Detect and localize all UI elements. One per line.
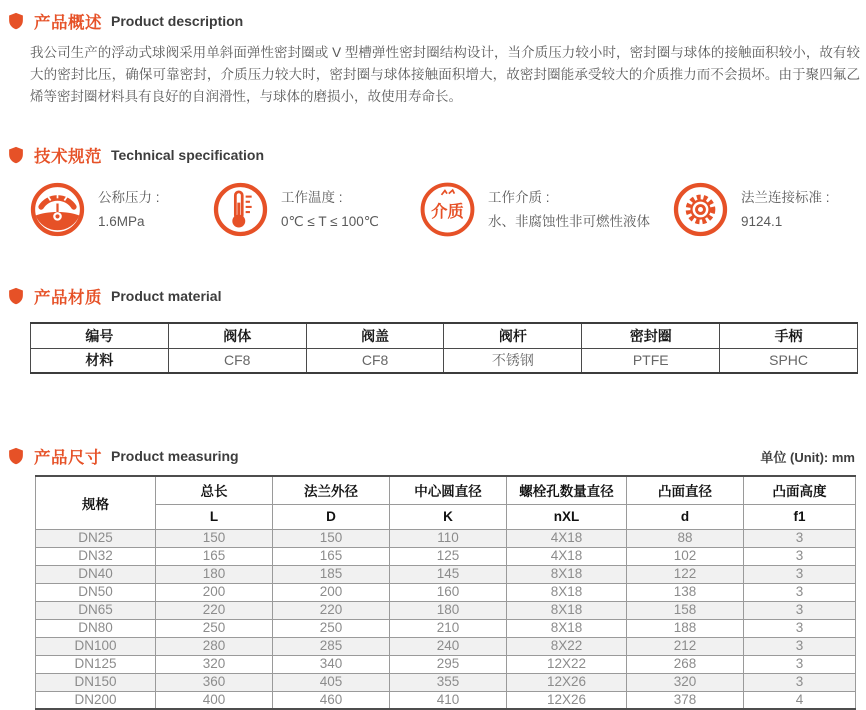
spec-items [30, 182, 866, 237]
material-table [30, 322, 858, 374]
col-header: 密封圈 [582, 323, 720, 348]
col-symbol: f1 [744, 504, 856, 529]
col-header: 凸面直径 [627, 476, 744, 504]
cell: 360 [156, 673, 273, 691]
cell: 3 [744, 529, 856, 547]
table-row [36, 619, 856, 637]
col-symbol: D [273, 504, 390, 529]
cell: 150 [156, 529, 273, 547]
material-title-en: Product material [111, 288, 222, 304]
material-title-zh: 产品材质 [34, 289, 102, 307]
overview-header [8, 9, 866, 33]
cell: 355 [390, 673, 507, 691]
col-header: 阀盖 [306, 323, 444, 348]
cell: 3 [744, 565, 856, 583]
cell: 160 [390, 583, 507, 601]
table-row [36, 655, 856, 673]
table-row [36, 691, 856, 709]
cell: 165 [156, 547, 273, 565]
measuring-table [35, 475, 856, 710]
col-header: 螺栓孔数量直径 [507, 476, 627, 504]
cell: 4X18 [507, 529, 627, 547]
col-symbol: d [627, 504, 744, 529]
cell: 8X22 [507, 637, 627, 655]
measuring-header [8, 444, 239, 468]
svg-text:介质: 介质 [431, 203, 464, 222]
cell: 88 [627, 529, 744, 547]
spec-text [98, 186, 160, 234]
cell: PTFE [582, 348, 720, 373]
measuring-header-row-2 [36, 504, 856, 529]
cell: 8X18 [507, 583, 627, 601]
cell: 110 [390, 529, 507, 547]
col-header: 阀体 [168, 323, 306, 348]
shield-icon [8, 287, 24, 305]
cell: 320 [627, 673, 744, 691]
measuring-title-en: Product measuring [111, 448, 239, 464]
overview-title-zh: 产品概述 [34, 14, 102, 32]
col-symbol: L [156, 504, 273, 529]
table-row [36, 529, 856, 547]
cell-spec: DN25 [36, 529, 156, 547]
cell-spec: DN200 [36, 691, 156, 709]
col-symbol: K [390, 504, 507, 529]
table-row [36, 583, 856, 601]
cell: 250 [156, 619, 273, 637]
spec-title-en: Technical specification [111, 147, 265, 163]
spec-header [8, 143, 866, 167]
spec-item-temperature [213, 182, 420, 237]
table-row [36, 565, 856, 583]
pressure-gauge-icon [30, 182, 85, 237]
cell: 210 [390, 619, 507, 637]
material-header-row [31, 323, 858, 348]
cell-spec: DN80 [36, 619, 156, 637]
table-row [36, 547, 856, 565]
cell-spec: DN50 [36, 583, 156, 601]
cell: 400 [156, 691, 273, 709]
row-label: 材料 [31, 348, 169, 373]
cell: 240 [390, 637, 507, 655]
spec-label: 法兰连接标准 : [741, 189, 830, 205]
measuring-table-head [36, 476, 856, 529]
spec-item-pressure [30, 182, 213, 237]
cell: 220 [273, 601, 390, 619]
col-header: 编号 [31, 323, 169, 348]
cell: 4 [744, 691, 856, 709]
measuring-header-row-1 [36, 476, 856, 504]
spec-label: 工作介质 : [488, 189, 550, 205]
shield-icon [8, 12, 24, 30]
spec-value: 0℃ ≤ T ≤ 100℃ [281, 213, 379, 229]
col-header-spec: 规格 [36, 476, 156, 529]
cell: 12X26 [507, 673, 627, 691]
col-header: 总长 [156, 476, 273, 504]
col-header: 阀杆 [444, 323, 582, 348]
cell: 3 [744, 583, 856, 601]
cell: 3 [744, 637, 856, 655]
section-overview [0, 9, 866, 108]
cell: 8X18 [507, 601, 627, 619]
unit-note: 单位 (Unit): mm [760, 450, 855, 465]
cell: 268 [627, 655, 744, 673]
material-header [8, 284, 866, 308]
measuring-title-zh: 产品尺寸 [34, 449, 102, 467]
cell: 102 [627, 547, 744, 565]
cell: 4X18 [507, 547, 627, 565]
cell: 12X26 [507, 691, 627, 709]
spec-item-medium [420, 182, 673, 237]
spec-label: 公称压力 : [98, 189, 160, 205]
shield-icon [8, 447, 24, 465]
cell: 8X18 [507, 565, 627, 583]
cell: 12X22 [507, 655, 627, 673]
cell-spec: DN32 [36, 547, 156, 565]
cell-spec: DN65 [36, 601, 156, 619]
cell: 3 [744, 655, 856, 673]
cell: 285 [273, 637, 390, 655]
cell-spec: DN100 [36, 637, 156, 655]
cell-spec: DN125 [36, 655, 156, 673]
col-header: 手柄 [720, 323, 858, 348]
cell: CF8 [306, 348, 444, 373]
cell: 3 [744, 547, 856, 565]
cell: CF8 [168, 348, 306, 373]
cell: 200 [273, 583, 390, 601]
spec-text [741, 186, 830, 234]
spec-value: 9124.1 [741, 213, 783, 229]
col-header: 凸面高度 [744, 476, 856, 504]
cell: 180 [156, 565, 273, 583]
spec-value: 水、非腐蚀性非可燃性液体 [488, 213, 650, 229]
cell-spec: DN150 [36, 673, 156, 691]
overview-title-en: Product description [111, 13, 244, 29]
cell: 145 [390, 565, 507, 583]
col-symbol: nXL [507, 504, 627, 529]
cell: 212 [627, 637, 744, 655]
cell: 320 [156, 655, 273, 673]
cell: 280 [156, 637, 273, 655]
cell: 165 [273, 547, 390, 565]
section-measuring [0, 444, 866, 710]
cell: 295 [390, 655, 507, 673]
cell: 188 [627, 619, 744, 637]
cell: 250 [273, 619, 390, 637]
thermometer-icon [213, 182, 268, 237]
section-material [0, 284, 866, 374]
cell: 220 [156, 601, 273, 619]
spec-title-zh: 技术规范 [34, 148, 102, 166]
cell: 185 [273, 565, 390, 583]
material-data-row [31, 348, 858, 373]
cell: 125 [390, 547, 507, 565]
spec-text [488, 186, 650, 234]
cell-spec: DN40 [36, 565, 156, 583]
col-header: 法兰外径 [273, 476, 390, 504]
measuring-table-body [36, 529, 856, 709]
cell: 150 [273, 529, 390, 547]
table-row [36, 673, 856, 691]
gear-icon [673, 182, 728, 237]
shield-icon [8, 146, 24, 164]
cell: 460 [273, 691, 390, 709]
cell: 8X18 [507, 619, 627, 637]
measuring-header-row [0, 444, 855, 468]
cell: 122 [627, 565, 744, 583]
cell: 340 [273, 655, 390, 673]
cell: 378 [627, 691, 744, 709]
table-row [36, 601, 856, 619]
cell: 410 [390, 691, 507, 709]
table-row [36, 637, 856, 655]
cell: 3 [744, 619, 856, 637]
spec-value: 1.6MPa [98, 213, 145, 229]
cell: 180 [390, 601, 507, 619]
cell: 200 [156, 583, 273, 601]
overview-paragraph: 我公司生产的浮动式球阀采用单斜面弹性密封圈或 V 型槽弹性密封圈结构设计，当介质压力较小时，密封圈与球体的接触面积较小，故有较大的密封比压，确保可靠密封，介质压力较大时，密封圈与球体接触面积增大，故密封圈能承受较大的介质推力而不会损坏。由于聚四氟乙烯等密封圈材料具有良好的自润滑性，与球体的磨损小，故使用寿命长。 [30, 45, 860, 104]
section-spec [0, 143, 866, 237]
spec-text [281, 186, 379, 234]
cell: 158 [627, 601, 744, 619]
cell: 3 [744, 673, 856, 691]
cell: 138 [627, 583, 744, 601]
spec-item-flange [673, 182, 830, 237]
cell: 405 [273, 673, 390, 691]
medium-stamp-icon [420, 182, 475, 237]
cell: SPHC [720, 348, 858, 373]
cell: 3 [744, 601, 856, 619]
spec-label: 工作温度 : [281, 189, 343, 205]
col-header: 中心圆直径 [390, 476, 507, 504]
cell: 不锈钢 [444, 348, 582, 373]
